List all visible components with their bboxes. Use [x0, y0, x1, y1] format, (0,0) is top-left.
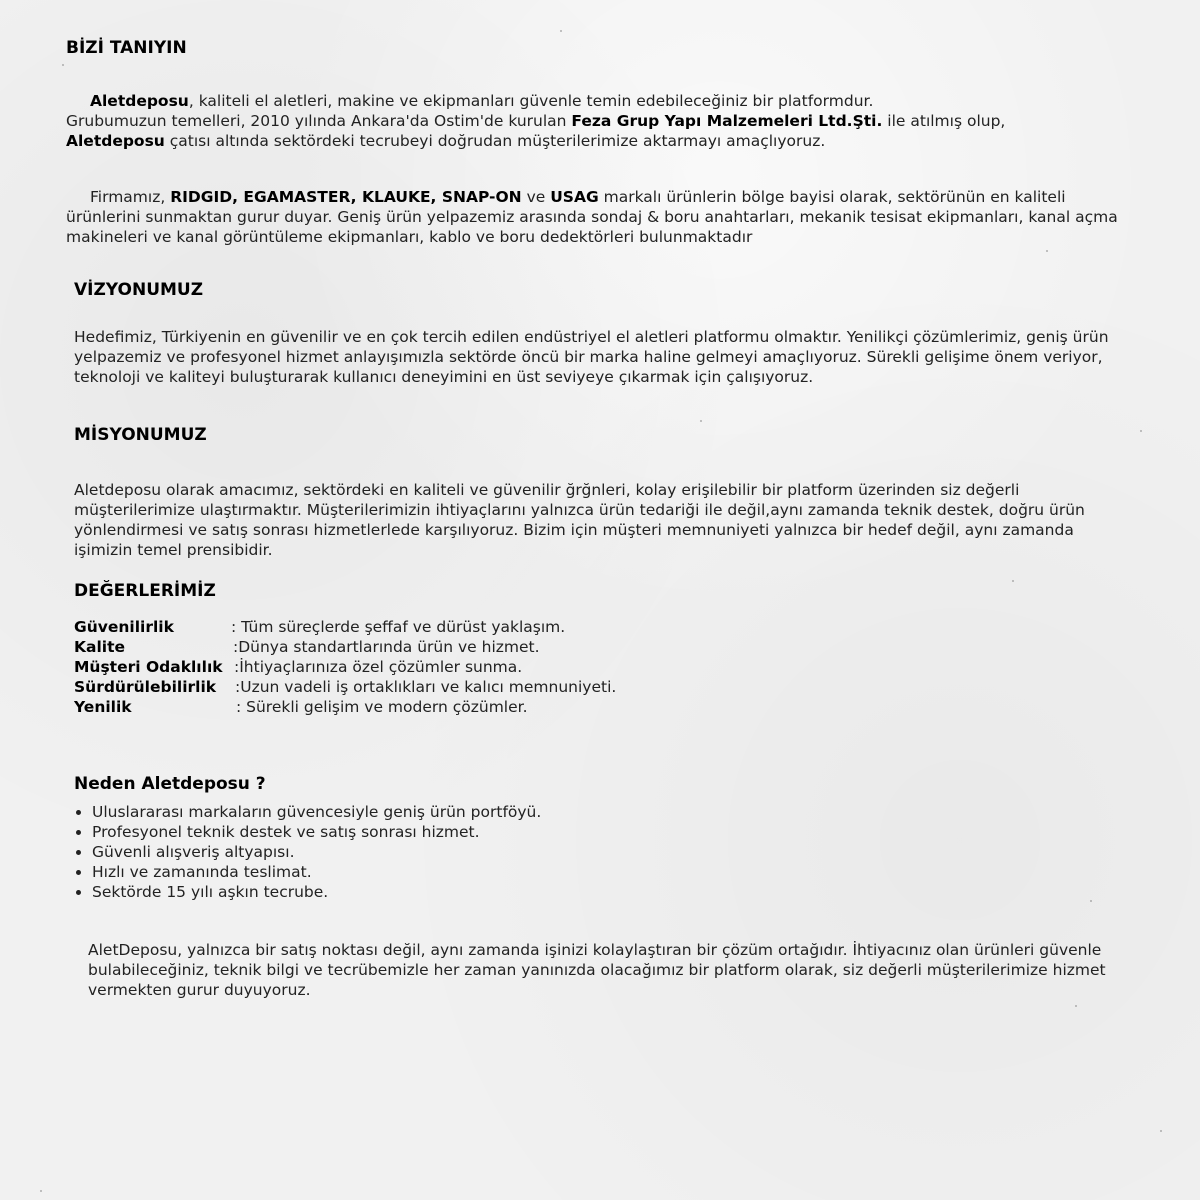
about-paragraph-2: [66, 187, 1131, 247]
value-label: Kalite: [74, 638, 126, 656]
texture-speck: [1012, 580, 1014, 582]
value-text: : Tüm süreçlerde şeffaf ve dürüst yaklaşım.: [231, 618, 566, 636]
value-text: : Sürekli gelişim ve modern çözümler.: [236, 698, 528, 716]
value-row: [74, 677, 616, 697]
brand-list: RIDGID, EGAMASTER, KLAUKE, SNAP-ON: [170, 188, 522, 206]
text-run: ile atılmış olup,: [882, 112, 1006, 130]
brand-name: Aletdeposu: [66, 132, 165, 150]
vision-heading: VİZYONUMUZ: [74, 280, 204, 300]
texture-speck: [560, 30, 562, 32]
company-name: Feza Grup Yapı Malzemeleri Ltd.Şti.: [571, 112, 883, 130]
values-heading: DEĞERLERİMİZ: [74, 581, 216, 601]
values-list: [74, 617, 616, 717]
value-row: [74, 637, 616, 657]
text-run: çatısı altında sektördeki tecrubeyi doğrudan müşterilerimize aktarmayı amaçlıyoruz.: [164, 132, 826, 150]
value-text: :Dünya standartlarında ürün ve hizmet.: [233, 638, 540, 656]
why-heading: Neden Aletdeposu ?: [74, 774, 266, 794]
texture-speck: [62, 64, 64, 66]
brand-usag: USAG: [550, 188, 599, 206]
value-row: [74, 657, 616, 677]
closing-paragraph: AletDeposu, yalnızca bir satış noktası değil, aynı zamanda işinizi kolaylaştıran bir çözüm ortağıdır. İhtiyacınız olan ürünleri güvenle bulabileceğiniz, teknik bilgi ve tecrübemizle her zaman yanınızda olacağımız bir platform olarak, siz değerli müşterilerimize hizmet vermekten gurur duyuyoruz.: [88, 941, 1106, 999]
text-run: ve: [521, 188, 551, 206]
value-label: Sürdürülebilirlik: [74, 678, 217, 696]
brand-name: Aletdeposu: [90, 92, 189, 110]
value-text: :İhtiyaçlarınıza özel çözümler sunma.: [234, 658, 523, 676]
about-paragraph-1: [66, 91, 1126, 151]
list-item: • Güvenli alışveriş altyapısı.: [92, 842, 541, 862]
list-item: • Uluslararası markaların güvencesiyle geniş ürün portföyü.: [92, 802, 541, 822]
text-run: , kaliteli el aletleri, makine ve ekipmanları güvenle temin edebileceğiniz bir platformdur.: [188, 92, 874, 110]
value-row: [74, 617, 616, 637]
list-item: • Sektörde 15 yılı aşkın tecrube.: [92, 882, 541, 902]
texture-speck: [1046, 250, 1048, 252]
why-list: [74, 802, 541, 902]
texture-speck: [1075, 1005, 1077, 1007]
list-item: • Profesyonel teknik destek ve satış sonrası hizmet.: [92, 822, 541, 842]
texture-speck: [1090, 900, 1092, 902]
list-item: • Hızlı ve zamanında teslimat.: [92, 862, 541, 882]
value-label: Müşteri Odaklılık: [74, 658, 223, 676]
value-row: [74, 697, 616, 717]
about-heading: BİZİ TANIYIN: [66, 38, 187, 58]
text-run: markalı ürünlerin bölge bayisi olarak, sektörünün en kaliteli ürünlerini sunmaktan gurur duyar. Geniş ürün yelpazemiz arasında sondaj & boru anahtarları, mekanik tesisat ekipmanları, kanal açma makineleri ve kanal görüntüleme ekipmanları, kablo ve boru dedektörleri bulunmaktadır: [66, 188, 1118, 246]
text-run: Grubumuzun temelleri, 2010 yılında Ankara'da Ostim'de kurulan: [66, 112, 572, 130]
texture-speck: [1140, 430, 1142, 432]
texture-speck: [40, 1190, 42, 1192]
value-text: :Uzun vadeli iş ortaklıkları ve kalıcı memnuniyeti.: [235, 678, 617, 696]
value-label: Güvenilirlik: [74, 618, 174, 636]
mission-paragraph: Aletdeposu olarak amacımız, sektördeki en kaliteli ve güvenilir ğrğnleri, kolay erişilebilir bir platform üzerinden siz değerli müşterilerimize ulaştırmaktır. Müşterilerimizin ihtiyaçlarını yalnızca ürün tedariği ile değil,aynı zamanda teknik destek, doğru ürün yönlendirmesi ve satış sonrası hizmetlerlede karşılıyoruz. Bizim için müşteri memnuniyeti yalnızca bir hedef değil, aynı zamanda işimizin temel prensibidir.: [74, 481, 1085, 559]
value-label: Yenilik: [74, 698, 132, 716]
mission-heading: MİSYONUMUZ: [74, 425, 207, 445]
texture-speck: [1160, 1130, 1162, 1132]
vision-paragraph: Hedefimiz, Türkiyenin en güvenilir ve en çok tercih edilen endüstriyel el aletleri platformu olmaktır. Yenilikçi çözümlerimiz, geniş ürün yelpazemiz ve profesyonel hizmet anlayışımızla sektörde öncü bir marka haline gelmeyi amaçlıyoruz. Sürekli gelişime önem veriyor, teknoloji ve kaliteyi buluşturarak kullanıcı deneyimini en üst seviyeye çıkarmak için çalışıyoruz.: [74, 328, 1109, 386]
text-run: Firmamız,: [90, 188, 171, 206]
texture-speck: [700, 420, 702, 422]
